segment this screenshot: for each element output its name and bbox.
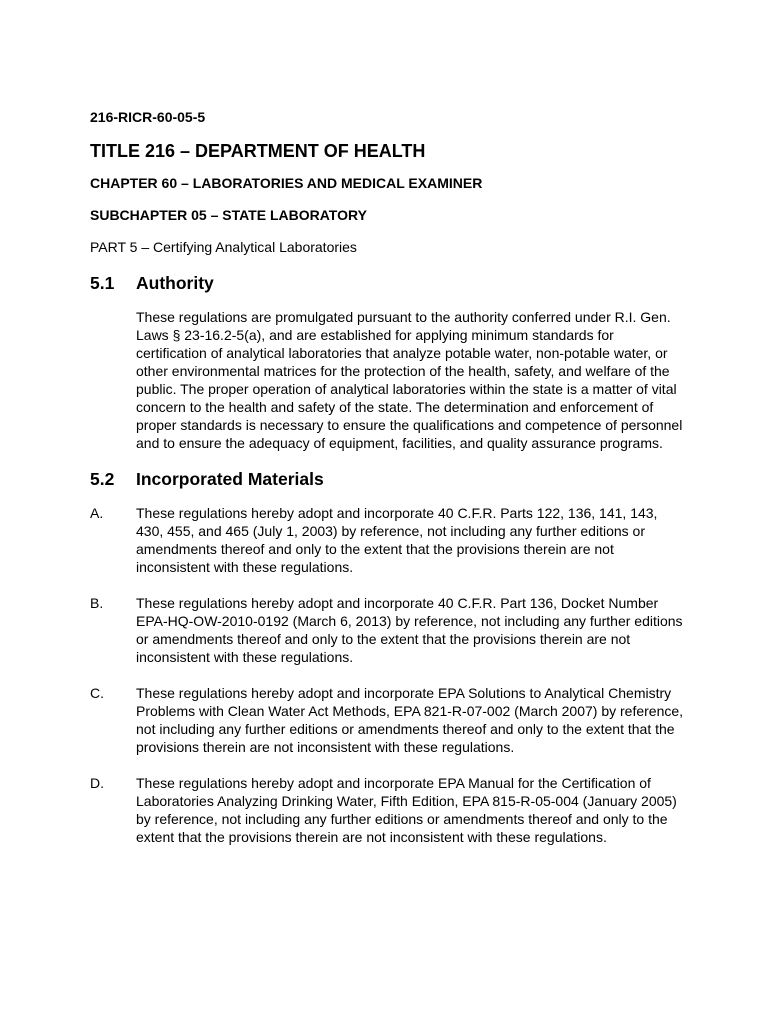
- authority-paragraph: These regulations are promulgated pursuant to the authority conferred under R.I. Gen. Laws § 23-16.2-5(a), and are established for applying minimum standards for certification of analytical laboratories that analyze potable water, non-potable water, or other environmental matrices for the protection of the health, safety, and welfare of the public. The proper operation of analytical laboratories within the state is a matter of vital concern to the health and safety of the state. The determination and enforcement of proper standards is necessary to ensure the qualifications and competence of personnel and to ensure the adequacy of equipment, facilities, and quality assurance programs.: [136, 309, 683, 451]
- document-body: [90, 108, 690, 864]
- list-item-b: [90, 594, 690, 666]
- item-letter: D.: [90, 775, 104, 791]
- item-letter: C.: [90, 685, 104, 701]
- list-item-c: [90, 684, 690, 756]
- subchapter-heading: SUBCHAPTER 05 – STATE LABORATORY: [90, 207, 367, 223]
- part-heading: PART 5 – Certifying Analytical Laboratories: [90, 239, 357, 255]
- section-heading-authority: [90, 272, 690, 294]
- item-text: These regulations hereby adopt and incorporate 40 C.F.R. Part 136, Docket Number EPA-HQ-OW-2010-0192 (March 6, 2013) by reference, not including any further editions or amendments thereof and only to the extent that the provisions therein are not inconsistent with these regulations.: [136, 595, 683, 665]
- document-title: TITLE 216 – DEPARTMENT OF HEALTH: [90, 141, 426, 161]
- item-letter: A.: [90, 505, 104, 521]
- item-text: These regulations hereby adopt and incorporate EPA Solutions to Analytical Chemistry Problems with Clean Water Act Methods, EPA 821-R-07-002 (March 2007) by reference, not including any further editions or amendments thereof and only to the extent that the provisions therein are not inconsistent with these regulations.: [136, 685, 684, 755]
- chapter-heading: CHAPTER 60 – LABORATORIES AND MEDICAL EXAMINER: [90, 175, 483, 191]
- section-number: 5.2: [90, 469, 115, 489]
- list-item-a: [90, 504, 690, 576]
- item-text: These regulations hereby adopt and incorporate 40 C.F.R. Parts 122, 136, 141, 143, 430, 455, and 465 (July 1, 2003) by reference, not including any further editions or amendments thereof and only to the extent that the provisions therein are not inconsistent with these regulations.: [136, 505, 658, 575]
- section-heading-incorporated-materials: [90, 468, 690, 490]
- item-letter: B.: [90, 595, 104, 611]
- section-title: Incorporated Materials: [136, 469, 324, 489]
- section-number: 5.1: [90, 273, 115, 293]
- list-item-d: [90, 774, 690, 846]
- regulation-code: 216-RICR-60-05-5: [90, 109, 206, 125]
- item-text: These regulations hereby adopt and incorporate EPA Manual for the Certification of Laboratories Analyzing Drinking Water, Fifth Edition, EPA 815-R-05-004 (January 2005) by reference, not including any further editions or amendments thereof and only to the extent that the provisions therein are not inconsistent with these regulations.: [136, 775, 677, 845]
- section-title: Authority: [136, 273, 214, 293]
